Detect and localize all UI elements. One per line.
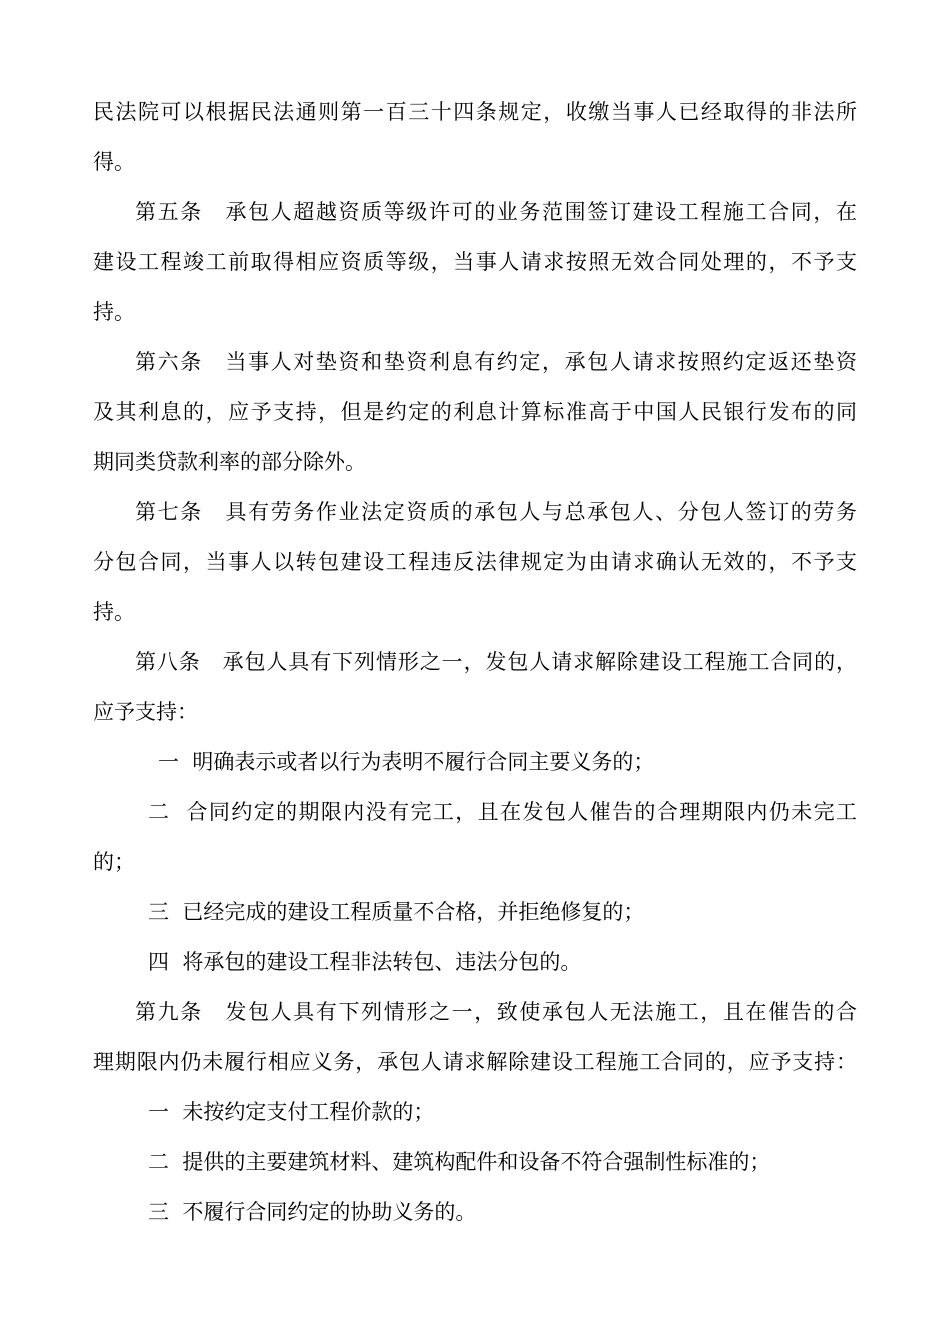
article-8-item-1: 一 明确表示或者以行为表明不履行合同主要义务的；	[158, 750, 655, 774]
paragraph-carryover-line-1: 民法院可以根据民法通则第一百三十四条规定，收缴当事人已经取得的非法所	[93, 100, 857, 124]
article-9-line-2: 理期限内仍未履行相应义务，承包人请求解除建设工程施工合同的，应予支持：	[93, 1050, 857, 1074]
article-8-item-3: 三 已经完成的建设工程质量不合格，并拒绝修复的；	[148, 900, 645, 924]
article-9-item-2: 二 提供的主要建筑材料、建筑构配件和设备不符合强制性标准的；	[148, 1150, 771, 1174]
article-6-line-3: 期同类贷款利率的部分除外。	[93, 450, 366, 474]
article-9-line-1: 第九条 发包人具有下列情形之一，致使承包人无法施工，且在催告的合	[135, 1000, 857, 1024]
article-5-line-2: 建设工程竣工前取得相应资质等级，当事人请求按照无效合同处理的，不予支	[93, 250, 857, 274]
article-7-line-3: 持。	[93, 600, 135, 624]
article-8-item-2-line-2: 的；	[93, 850, 135, 874]
article-8-line-2: 应予支持：	[93, 700, 198, 724]
article-5-line-3: 持。	[93, 300, 135, 324]
article-8-line-1: 第八条 承包人具有下列情形之一，发包人请求解除建设工程施工合同的，	[135, 650, 857, 674]
paragraph-carryover-line-2: 得。	[93, 150, 135, 174]
article-9-item-1: 一 未按约定支付工程价款的；	[148, 1100, 435, 1124]
article-5-line-1: 第五条 承包人超越资质等级许可的业务范围签订建设工程施工合同，在	[135, 200, 857, 224]
article-6-line-2: 及其利息的，应予支持，但是约定的利息计算标准高于中国人民银行发布的同	[93, 400, 857, 424]
article-8-item-2-line-1: 二 合同约定的期限内没有完工，且在发包人催告的合理期限内仍未完工	[148, 800, 857, 824]
article-7-line-2: 分包合同，当事人以转包建设工程违反法律规定为由请求确认无效的，不予支	[93, 550, 857, 574]
article-8-item-4: 四 将承包的建设工程非法转包、违法分包的。	[148, 950, 582, 974]
article-9-item-3: 三 不履行合同约定的协助义务的。	[148, 1200, 477, 1224]
article-7-line-1: 第七条 具有劳务作业法定资质的承包人与总承包人、分包人签订的劳务	[135, 500, 857, 524]
article-6-line-1: 第六条 当事人对垫资和垫资利息有约定，承包人请求按照约定返还垫资	[135, 350, 857, 374]
